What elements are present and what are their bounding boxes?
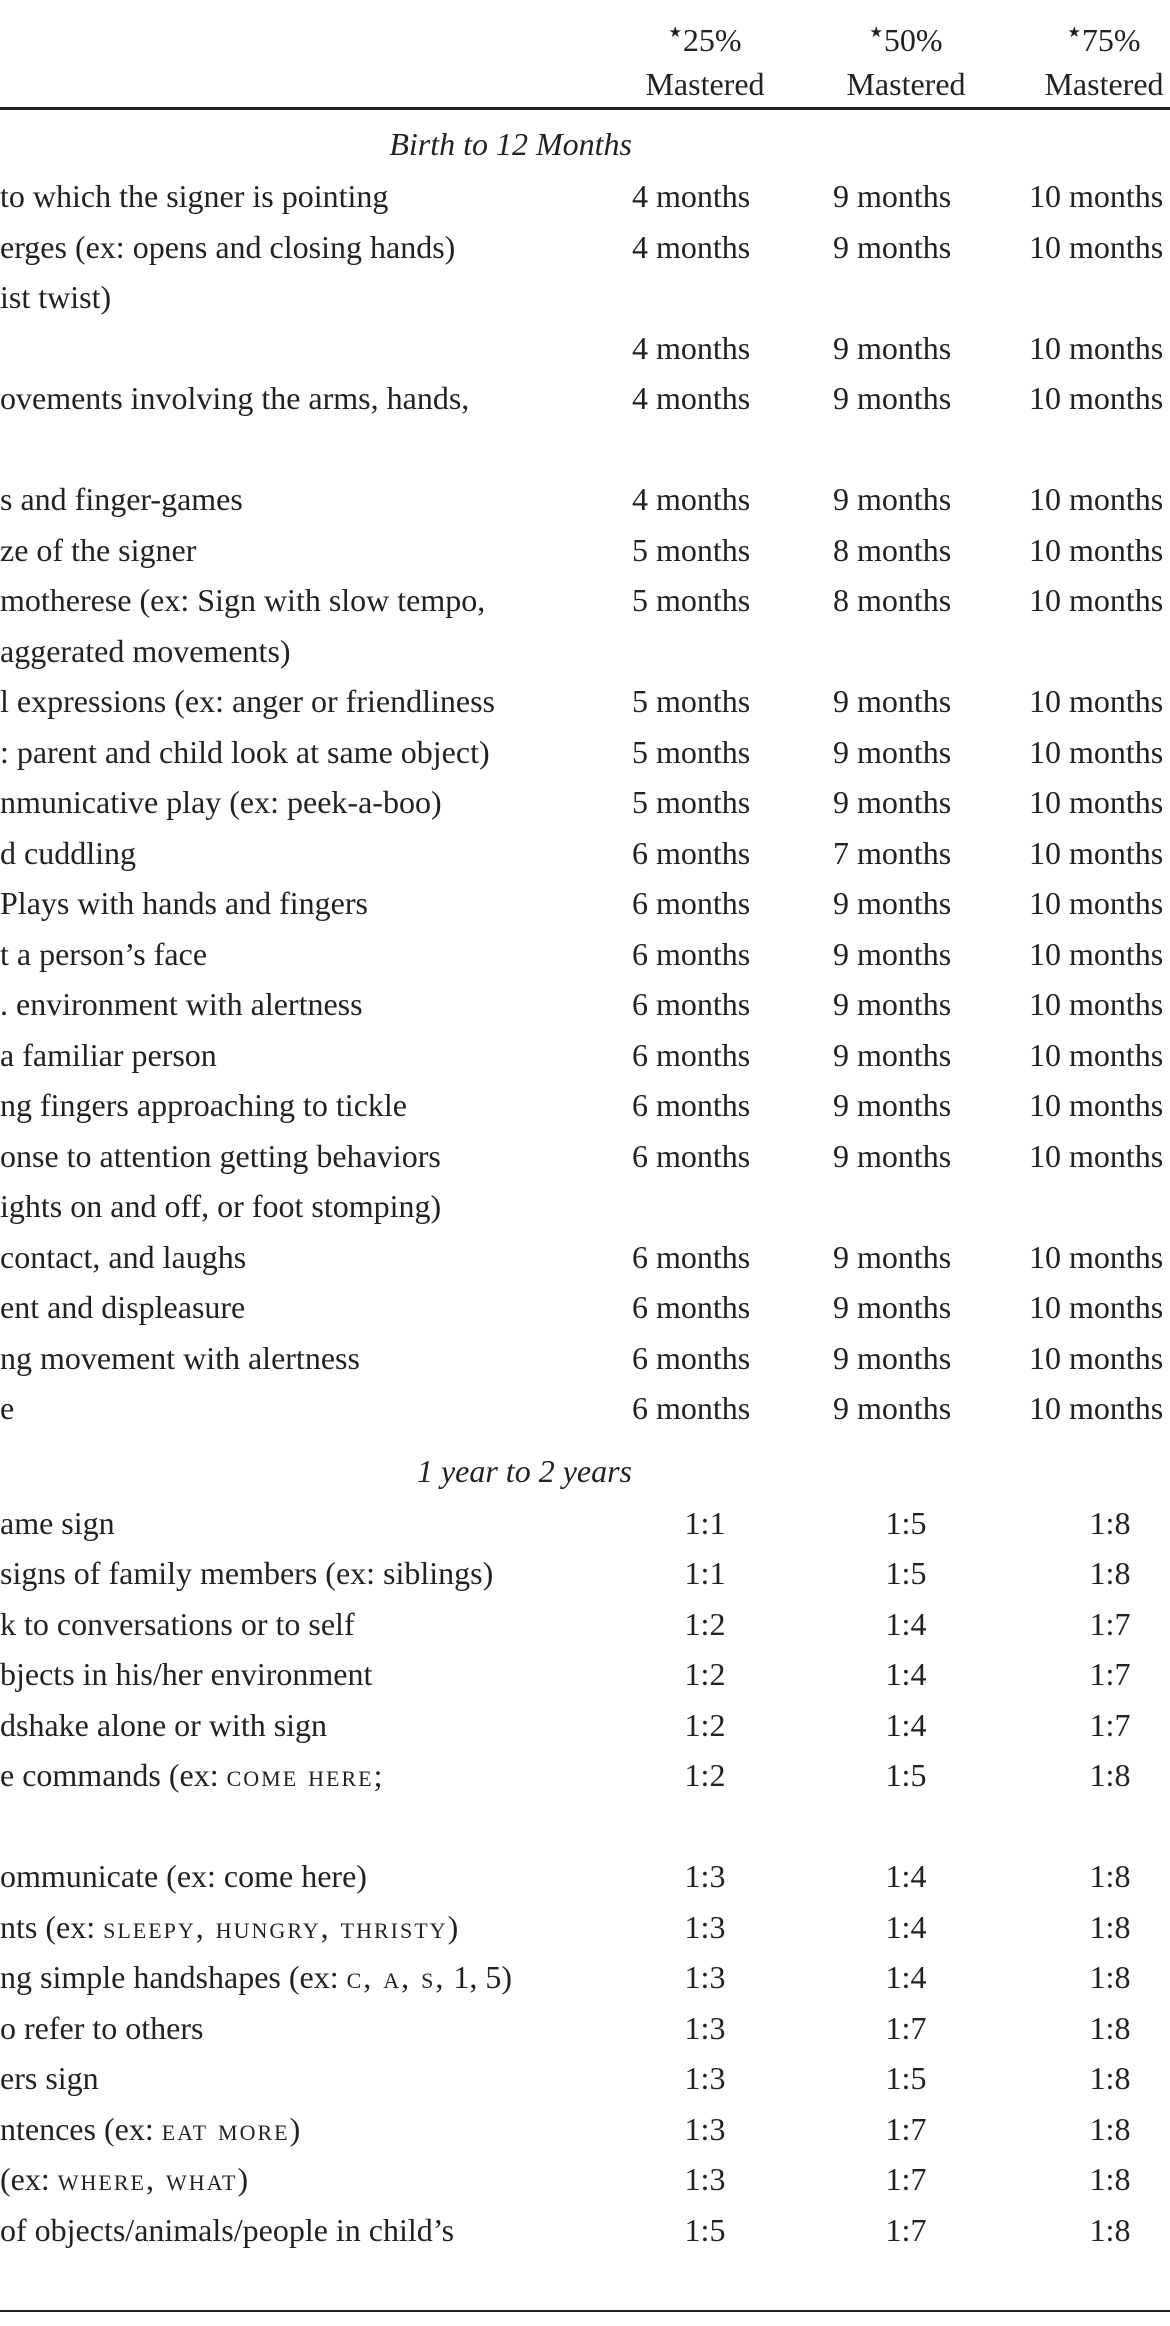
label-text: ) xyxy=(237,2161,249,2197)
age-value-50: 9 months xyxy=(833,1289,952,1325)
table-row xyxy=(0,2205,1170,2256)
label-line xyxy=(0,828,625,879)
label-text: ze of the signer xyxy=(0,531,197,568)
age-value-75: 1:8 xyxy=(1089,1555,1131,1591)
label-line xyxy=(0,777,625,828)
table-row xyxy=(0,2003,1170,2054)
table-row xyxy=(0,1599,1170,1650)
label-text: t a person’s face xyxy=(0,935,208,972)
label-line xyxy=(0,878,625,929)
label-text: d cuddling xyxy=(0,834,136,871)
age-value-25: 1:2 xyxy=(684,1757,726,1793)
age-value-75: 1:8 xyxy=(1089,1908,1131,1945)
milestone-label xyxy=(0,1030,625,1081)
label-text: ntences (ex: xyxy=(0,2110,162,2147)
milestone-label xyxy=(0,323,625,374)
milestone-table xyxy=(0,119,1170,2255)
age-value-50: 8 months xyxy=(833,531,952,568)
label-text: nts (ex: xyxy=(0,1908,104,1945)
age-value-75: 10 months xyxy=(1029,1137,1164,1174)
age-value-75: 10 months xyxy=(1029,1289,1164,1325)
age-value-75: 1:8 xyxy=(1089,1504,1131,1541)
label-line xyxy=(0,2003,625,2054)
age-value-25: 1:3 xyxy=(684,2009,726,2046)
label-line xyxy=(0,1952,625,2003)
label-text: e xyxy=(0,1390,15,1426)
age-value-50: 9 months xyxy=(833,683,952,719)
age-value-75: 1:8 xyxy=(1089,2110,1131,2147)
age-value-50: 1:4 xyxy=(885,1656,927,1692)
age-value-50: 7 months xyxy=(833,834,952,871)
label-line xyxy=(0,222,625,273)
milestone-label xyxy=(0,1282,625,1333)
age-value-25: 4 months xyxy=(632,228,751,265)
table-row xyxy=(0,474,1170,525)
age-value-25: 4 months xyxy=(632,329,751,366)
age-value-50: 1:4 xyxy=(885,1959,927,1995)
age-value-75: 1:8 xyxy=(1089,2009,1131,2046)
milestone-label xyxy=(0,1700,625,1751)
column-header-percent: 75% xyxy=(1081,22,1141,58)
label-text: to which the signer is pointing xyxy=(0,178,389,214)
age-value-75: 1:7 xyxy=(1089,1656,1131,1692)
header-rule xyxy=(0,107,1170,110)
label-line xyxy=(0,1232,625,1283)
label-line xyxy=(0,1282,625,1333)
label-text: ovements involving the arms, hands, xyxy=(0,380,470,416)
table-row xyxy=(0,1498,1170,1549)
label-text: aggerated movements) xyxy=(0,632,291,669)
age-value-75: 10 months xyxy=(1029,380,1164,416)
age-value-50: 1:5 xyxy=(885,1504,927,1541)
milestone-label xyxy=(0,2003,625,2054)
label-line xyxy=(0,525,625,576)
milestone-label xyxy=(0,727,625,778)
table-row xyxy=(0,1750,1170,1851)
milestone-label xyxy=(0,1649,625,1700)
age-value-25: 1:1 xyxy=(684,1504,726,1541)
age-value-50: 1:5 xyxy=(885,1555,927,1591)
label-text: (ex: xyxy=(0,2161,58,2197)
age-value-75: 10 months xyxy=(1029,986,1164,1022)
age-value-25: 6 months xyxy=(632,1339,751,1376)
age-value-25: 6 months xyxy=(632,935,751,972)
milestone-label xyxy=(0,222,625,323)
age-value-25: 5 months xyxy=(632,733,751,770)
milestone-label xyxy=(0,1498,625,1549)
table-row xyxy=(0,1030,1170,1081)
table-row xyxy=(0,323,1170,374)
age-value-50: 9 months xyxy=(833,1390,952,1426)
label-line xyxy=(0,1649,625,1700)
age-value-50: 1:7 xyxy=(885,2110,927,2147)
label-line xyxy=(0,373,625,424)
label-text: ist twist) xyxy=(0,279,112,315)
sign-gloss: eat more xyxy=(161,2110,290,2147)
column-header-25 xyxy=(632,11,778,106)
milestone-label xyxy=(0,676,625,727)
label-line xyxy=(0,1851,625,1902)
table-row xyxy=(0,1333,1170,1384)
label-line xyxy=(0,424,625,475)
age-value-25: 1:2 xyxy=(684,1605,726,1642)
label-line xyxy=(0,1700,625,1751)
age-value-25: 6 months xyxy=(632,1390,751,1426)
milestone-label xyxy=(0,1548,625,1599)
age-value-75: 10 months xyxy=(1029,178,1164,214)
age-value-25: 1:3 xyxy=(684,2110,726,2147)
label-text: : parent and child look at same object) xyxy=(0,733,490,770)
age-value-75: 10 months xyxy=(1029,1339,1164,1376)
age-value-50: 9 months xyxy=(833,935,952,972)
milestone-label xyxy=(0,1131,625,1232)
label-line xyxy=(0,676,625,727)
age-value-50: 9 months xyxy=(833,1339,952,1376)
label-line xyxy=(0,1181,625,1232)
label-line xyxy=(0,1333,625,1384)
age-value-50: 9 months xyxy=(833,1238,952,1275)
star-icon: ★ xyxy=(869,25,883,41)
milestone-label xyxy=(0,1851,625,1902)
label-line xyxy=(0,1548,625,1599)
age-value-25: 5 months xyxy=(632,582,751,618)
age-value-25: 1:3 xyxy=(684,2060,726,2096)
age-value-50: 1:5 xyxy=(885,2060,927,2096)
age-value-50: 9 months xyxy=(833,481,952,517)
table-row xyxy=(0,676,1170,727)
milestone-label xyxy=(0,1750,625,1851)
table-row xyxy=(0,1080,1170,1131)
age-value-25: 1:3 xyxy=(684,1959,726,1995)
age-value-25: 4 months xyxy=(632,380,751,416)
age-value-50: 1:7 xyxy=(885,2211,927,2248)
label-line xyxy=(0,1801,625,1852)
age-value-75: 1:7 xyxy=(1089,1706,1131,1743)
milestone-label xyxy=(0,171,625,222)
age-value-75: 10 months xyxy=(1029,935,1164,972)
milestone-label xyxy=(0,1952,625,2003)
label-text: ent and displeasure xyxy=(0,1289,246,1325)
age-value-25: 6 months xyxy=(632,986,751,1022)
milestone-label xyxy=(0,1333,625,1384)
age-value-75: 10 months xyxy=(1029,531,1164,568)
table-row xyxy=(0,727,1170,778)
age-value-25: 5 months xyxy=(632,784,751,820)
label-line xyxy=(0,2053,625,2104)
milestone-label xyxy=(0,474,625,525)
table-row xyxy=(0,373,1170,474)
age-value-75: 10 months xyxy=(1029,885,1164,921)
sign-gloss: sleepy, hungry, thristy xyxy=(103,1908,448,1945)
section-title: Birth to 12 Months xyxy=(389,126,632,162)
milestone-label xyxy=(0,777,625,828)
age-value-25: 6 months xyxy=(632,834,751,871)
age-value-25: 1:5 xyxy=(684,2211,726,2248)
table-row xyxy=(0,878,1170,929)
table-row xyxy=(0,1952,1170,2003)
milestone-label xyxy=(0,575,625,676)
age-value-50: 9 months xyxy=(833,1137,952,1174)
age-value-75: 10 months xyxy=(1029,481,1164,517)
label-text: o refer to others xyxy=(0,2009,204,2046)
star-icon: ★ xyxy=(1067,25,1081,41)
age-value-75: 1:8 xyxy=(1089,2060,1131,2096)
label-line xyxy=(0,1902,625,1953)
age-value-75: 10 months xyxy=(1029,733,1164,770)
section-heading xyxy=(0,119,1170,171)
column-header-75 xyxy=(1031,11,1170,106)
milestone-label xyxy=(0,2154,625,2205)
age-value-75: 1:8 xyxy=(1089,1858,1131,1894)
table-row xyxy=(0,575,1170,676)
age-value-75: 1:8 xyxy=(1089,2211,1131,2248)
label-line xyxy=(0,626,625,677)
sign-gloss: where, what xyxy=(57,2161,238,2197)
column-header-percent: 25% xyxy=(682,22,742,58)
label-line xyxy=(0,1131,625,1182)
section-title: 1 year to 2 years xyxy=(416,1452,632,1489)
table-row xyxy=(0,171,1170,222)
milestone-label xyxy=(0,2205,625,2256)
age-value-75: 1:8 xyxy=(1089,1757,1131,1793)
age-value-25: 1:3 xyxy=(684,1908,726,1945)
age-value-75: 10 months xyxy=(1029,1036,1164,1073)
table-row xyxy=(0,2154,1170,2205)
sign-gloss: c, a, s, xyxy=(346,1959,446,1995)
label-line xyxy=(0,575,625,626)
milestone-label xyxy=(0,878,625,929)
age-value-25: 1:2 xyxy=(684,1706,726,1743)
label-line xyxy=(0,929,625,980)
age-value-75: 1:7 xyxy=(1089,1605,1131,1642)
age-value-75: 10 months xyxy=(1029,1238,1164,1275)
age-value-75: 10 months xyxy=(1029,683,1164,719)
age-value-75: 10 months xyxy=(1029,329,1164,366)
label-line xyxy=(0,1383,625,1434)
milestone-label xyxy=(0,1383,625,1434)
age-value-25: 6 months xyxy=(632,1289,751,1325)
age-value-75: 1:8 xyxy=(1089,1959,1131,1995)
age-value-75: 10 months xyxy=(1029,1087,1164,1123)
milestone-label xyxy=(0,929,625,980)
age-value-25: 5 months xyxy=(632,531,751,568)
age-value-25: 4 months xyxy=(632,481,751,517)
age-value-75: 10 months xyxy=(1029,834,1164,871)
star-icon: ★ xyxy=(668,25,682,41)
age-value-25: 6 months xyxy=(632,1137,751,1174)
label-text: ) xyxy=(447,1908,459,1945)
age-value-75: 1:8 xyxy=(1089,2161,1131,2197)
label-line xyxy=(0,1080,625,1131)
age-value-75: 10 months xyxy=(1029,1390,1164,1426)
section-heading xyxy=(0,1446,1170,1498)
label-text: signs of family members (ex: siblings) xyxy=(0,1555,494,1591)
label-line xyxy=(0,979,625,1030)
label-text: ers sign xyxy=(0,2060,99,2096)
label-text: nmunicative play (ex: peek-a-boo) xyxy=(0,784,442,820)
label-line xyxy=(0,1030,625,1081)
age-value-50: 8 months xyxy=(833,582,952,618)
table-row xyxy=(0,929,1170,980)
age-value-50: 9 months xyxy=(833,733,952,770)
milestone-label xyxy=(0,373,625,474)
column-header-label: Mastered xyxy=(645,66,765,102)
label-line xyxy=(0,272,625,323)
label-line xyxy=(0,1599,625,1650)
table-row xyxy=(0,828,1170,879)
age-value-25: 6 months xyxy=(632,1238,751,1275)
label-line xyxy=(0,171,625,222)
sign-gloss: come here; xyxy=(226,1757,385,1793)
table-row xyxy=(0,1131,1170,1232)
label-text: e commands (ex: xyxy=(0,1757,227,1793)
label-text: a familiar person xyxy=(0,1036,217,1073)
milestone-label xyxy=(0,979,625,1030)
label-line xyxy=(0,2205,625,2256)
label-text: . environment with alertness xyxy=(0,986,363,1022)
table-row xyxy=(0,222,1170,323)
milestone-label xyxy=(0,1080,625,1131)
age-value-50: 9 months xyxy=(833,228,952,265)
milestone-label xyxy=(0,1599,625,1650)
label-text: onse to attention getting behaviors xyxy=(0,1137,441,1174)
table-row xyxy=(0,1383,1170,1434)
label-text: motherese (ex: Sign with slow tempo, xyxy=(0,582,486,618)
milestone-label xyxy=(0,1232,625,1283)
label-text: ng movement with alertness xyxy=(0,1339,360,1376)
table-row xyxy=(0,1851,1170,1902)
age-value-50: 9 months xyxy=(833,1036,952,1073)
label-text: k to conversations or to self xyxy=(0,1605,355,1642)
label-text: ights on and off, or foot stomping) xyxy=(0,1188,442,1224)
column-header-label: Mastered xyxy=(846,66,966,102)
milestone-label xyxy=(0,525,625,576)
table-row xyxy=(0,979,1170,1030)
age-value-50: 1:4 xyxy=(885,1908,927,1945)
age-value-50: 9 months xyxy=(833,380,952,416)
age-value-50: 1:4 xyxy=(885,1858,927,1894)
label-text: ng simple handshapes (ex: xyxy=(0,1959,347,1995)
table-row xyxy=(0,2104,1170,2155)
label-text: bjects in his/her environment xyxy=(0,1656,373,1692)
age-value-25: 6 months xyxy=(632,1036,751,1073)
label-text: contact, and laughs xyxy=(0,1238,247,1275)
age-value-25: 6 months xyxy=(632,885,751,921)
label-text: ame sign xyxy=(0,1504,115,1541)
label-text: l expressions (ex: anger or friendliness xyxy=(0,683,495,719)
age-value-25: 5 months xyxy=(632,683,751,719)
label-text: erges (ex: opens and closing hands) xyxy=(0,228,456,265)
label-text: dshake alone or with sign xyxy=(0,1706,328,1743)
table-row xyxy=(0,1282,1170,1333)
label-text: ) xyxy=(289,2110,301,2147)
label-text: s and finger-games xyxy=(0,481,243,517)
age-value-50: 1:4 xyxy=(885,1706,927,1743)
age-value-25: 1:2 xyxy=(684,1656,726,1692)
age-value-25: 1:3 xyxy=(684,2161,726,2197)
table-row xyxy=(0,777,1170,828)
age-value-50: 1:7 xyxy=(885,2009,927,2046)
age-value-50: 9 months xyxy=(833,1087,952,1123)
column-header-percent: 50% xyxy=(883,22,943,58)
age-value-50: 9 months xyxy=(833,178,952,214)
label-text: ommunicate (ex: come here) xyxy=(0,1858,367,1894)
age-value-75: 10 months xyxy=(1029,784,1164,820)
age-value-75: 10 months xyxy=(1029,582,1164,618)
age-value-25: 1:3 xyxy=(684,1858,726,1894)
bottom-rule xyxy=(0,2310,1170,2312)
table-row xyxy=(0,1649,1170,1700)
label-text: of objects/animals/people in child’s xyxy=(0,2211,455,2248)
table-row xyxy=(0,1902,1170,1953)
label-text: 1, 5) xyxy=(445,1959,513,1995)
label-text: Plays with hands and fingers xyxy=(0,885,368,921)
label-line xyxy=(0,727,625,778)
age-value-75: 10 months xyxy=(1029,228,1164,265)
label-line xyxy=(0,2154,625,2205)
label-line xyxy=(0,1498,625,1549)
table-row xyxy=(0,2053,1170,2104)
table-row xyxy=(0,525,1170,576)
table-row xyxy=(0,1700,1170,1751)
age-value-50: 1:7 xyxy=(885,2161,927,2197)
age-value-25: 6 months xyxy=(632,1087,751,1123)
age-value-50: 9 months xyxy=(833,329,952,366)
label-text: ng fingers approaching to tickle xyxy=(0,1087,407,1123)
age-value-50: 9 months xyxy=(833,885,952,921)
column-header-label: Mastered xyxy=(1044,66,1164,102)
column-header-50 xyxy=(833,11,979,106)
age-value-50: 1:5 xyxy=(885,1757,927,1793)
age-value-25: 1:1 xyxy=(684,1555,726,1591)
milestone-label xyxy=(0,2104,625,2155)
milestone-label xyxy=(0,1902,625,1953)
table-row xyxy=(0,1548,1170,1599)
milestone-label xyxy=(0,828,625,879)
table-row xyxy=(0,1232,1170,1283)
label-line xyxy=(0,474,625,525)
age-value-50: 1:4 xyxy=(885,1605,927,1642)
label-line xyxy=(0,1750,625,1801)
label-line xyxy=(0,2104,625,2155)
label-line xyxy=(0,323,625,374)
age-value-25: 4 months xyxy=(632,178,751,214)
age-value-50: 9 months xyxy=(833,784,952,820)
milestone-label xyxy=(0,2053,625,2104)
age-value-50: 9 months xyxy=(833,986,952,1022)
